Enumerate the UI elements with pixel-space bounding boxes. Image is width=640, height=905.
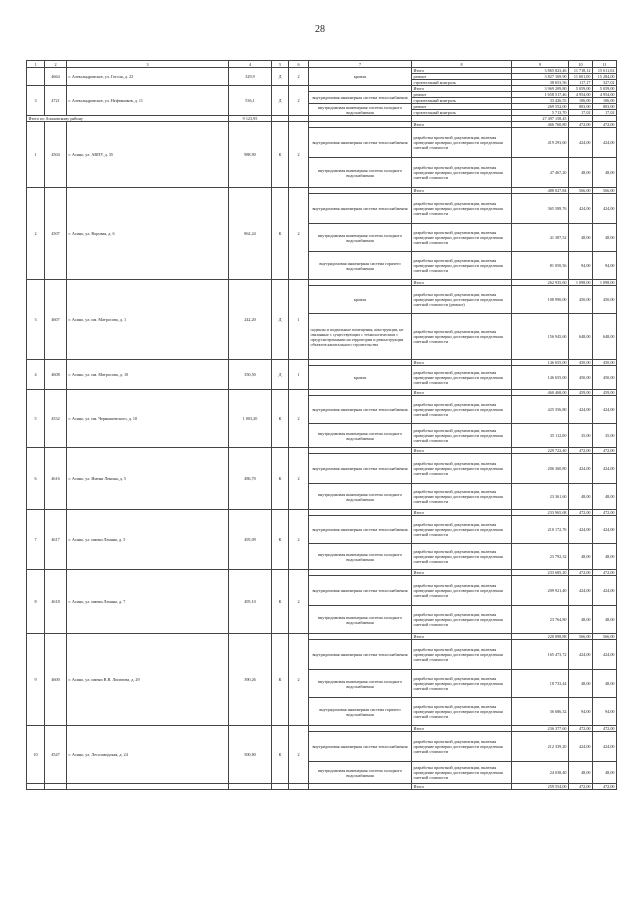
table-cell: К xyxy=(272,570,289,634)
table-cell: разработка проектной документации, включая проведение проверки достоверности определения сметной стоимости xyxy=(412,516,512,544)
table-cell: внутридомовая инженерная система холодного водоснабжения xyxy=(309,606,412,634)
table-cell: 472,00 xyxy=(593,510,617,516)
table-cell: 233 685,20 xyxy=(512,570,569,576)
table-cell: 242,20 xyxy=(229,280,272,360)
table-cell xyxy=(67,784,229,790)
table-cell: 156 945,60 xyxy=(512,314,569,360)
table-cell: ремонт xyxy=(412,104,512,110)
table-cell: 5 059,00 xyxy=(569,86,593,92)
table-cell: 472,00 xyxy=(569,726,593,732)
table-cell: 2 xyxy=(289,510,309,570)
table-cell: К xyxy=(272,448,289,510)
table-cell: 472,00 xyxy=(593,448,617,454)
table-cell: Д xyxy=(272,360,289,390)
table-row xyxy=(27,784,617,790)
table-cell: кровля xyxy=(309,68,412,86)
table-cell: 262 935,60 xyxy=(512,280,569,286)
table-cell: 38 653,56 xyxy=(512,80,569,86)
table-cell: 472,00 xyxy=(569,448,593,454)
table-cell: К xyxy=(272,122,289,188)
table-cell: внутридомовая инженерная система холодного водоснабжения xyxy=(309,158,412,188)
table-cell: 459,00 xyxy=(569,390,593,396)
table-cell: 3 969 209,80 xyxy=(512,86,569,92)
table-cell: 472,00 xyxy=(569,510,593,516)
table-cell: 450,00 xyxy=(593,286,617,314)
table-cell: разработка проектной документации, включая проведение проверки достоверности определения сметной стоимости xyxy=(412,224,512,252)
table-cell: 566,00 xyxy=(593,634,617,640)
table-cell: 365 589,76 xyxy=(512,194,569,224)
table-cell: 450,00 xyxy=(569,360,593,366)
header-cell: 2 xyxy=(45,61,67,68)
table-cell: внутридомовая инженерная система холодного водоснабжения xyxy=(309,224,412,252)
table-cell: 48,00 xyxy=(569,224,593,252)
table-cell: 4 954,00 xyxy=(593,92,617,98)
table-cell: 450,00 xyxy=(593,366,617,390)
capital-repair-table xyxy=(26,60,617,790)
table-cell: 488 027,84 xyxy=(512,188,569,194)
table-cell: 803,00 xyxy=(593,104,617,110)
table-cell: 48,00 xyxy=(569,670,593,698)
table-cell: внутридомовая инженерная система холодного водоснабжения xyxy=(309,484,412,510)
table-cell: внутридомовая инженерная система холодного водоснабжения xyxy=(309,670,412,698)
table-cell: 988,90 xyxy=(229,122,272,188)
table-cell: 94,00 xyxy=(593,252,617,280)
table-cell: 424,00 xyxy=(593,396,617,424)
table-cell: 424,00 xyxy=(593,640,617,670)
header-cell: 8 xyxy=(412,61,512,68)
table-cell: Итого xyxy=(412,280,512,286)
table-cell: Итого xyxy=(412,360,512,366)
table-cell: 1 xyxy=(27,122,45,188)
table-cell: разработка проектной документации, включая проведение проверки достоверности определения сметной стоимости xyxy=(412,158,512,188)
table-cell: 472,00 xyxy=(569,784,593,790)
table-cell: 4 xyxy=(27,360,45,390)
table-cell: 4507 xyxy=(45,188,67,280)
table-cell: 146 655,00 xyxy=(512,360,569,366)
table-cell: 4608 xyxy=(45,360,67,390)
table-cell: внутридомовая инженерная система теплоснабжения xyxy=(309,454,412,484)
table-cell xyxy=(309,784,412,790)
table-cell: 81 050,56 xyxy=(512,252,569,280)
table-cell: 424,00 xyxy=(593,194,617,224)
header-cell: 7 xyxy=(309,61,412,68)
header-cell: 3 xyxy=(67,61,229,68)
table-cell xyxy=(272,784,289,790)
table-cell: 15 611,02 xyxy=(593,68,617,74)
table-cell: 2 xyxy=(289,86,309,116)
table-cell: 33 426,55 xyxy=(512,98,569,104)
table-cell: Итого xyxy=(412,570,512,576)
table-cell: 4607 xyxy=(45,280,67,360)
table-cell xyxy=(45,784,67,790)
table-cell: ремонт xyxy=(412,74,512,80)
table-cell: 48,00 xyxy=(569,544,593,570)
table-cell: 165 473,72 xyxy=(512,640,569,670)
table-cell: 424,00 xyxy=(569,194,593,224)
table-cell: 212 339,20 xyxy=(512,732,569,762)
table-cell: 472,00 xyxy=(569,122,593,128)
table-cell: 106,00 xyxy=(569,98,593,104)
table-cell: К xyxy=(272,188,289,280)
table-cell: внутридомовая инженерная система теплоснабжения xyxy=(309,396,412,424)
table-cell: внутридомовая инженерная система холодного водоснабжения xyxy=(309,544,412,570)
table-cell: строительный контроль xyxy=(412,98,512,104)
table-cell: 229 722,40 xyxy=(512,448,569,454)
header-cell: 11 xyxy=(593,61,617,68)
table-cell: 500,80 xyxy=(229,726,272,784)
table-cell: разработка проектной документации, включая проведение проверки достоверности определения сметной стоимости xyxy=(412,314,512,360)
table-cell: 23 764,80 xyxy=(512,606,569,634)
header-cell: 6 xyxy=(289,61,309,68)
table-cell: 48,00 xyxy=(593,484,617,510)
table-cell: г. Асино, ул. им. Матросова, д. 10 xyxy=(67,360,229,390)
table-cell: 269 552,00 xyxy=(512,104,569,110)
table-cell: 450,00 xyxy=(569,286,593,314)
table-cell: 3 827 169,90 xyxy=(512,74,569,80)
header-cell: 10 xyxy=(569,61,593,68)
table-cell: разработка проектной документации, включая проведение проверки достоверности определения сметной стоимости xyxy=(412,606,512,634)
table-cell: 210 172,76 xyxy=(512,516,569,544)
table-cell: К xyxy=(272,510,289,570)
table-cell: 48,00 xyxy=(569,158,593,188)
table-cell: 48,00 xyxy=(569,484,593,510)
table-cell: 9 123,95 xyxy=(229,116,272,122)
table-cell: 206 360,80 xyxy=(512,454,569,484)
table-cell: 35 112,00 xyxy=(512,424,569,448)
table-cell: 117,17 xyxy=(569,80,593,86)
header-cell: 5 xyxy=(272,61,289,68)
table-cell: 4532 xyxy=(45,390,67,448)
table-cell: 424,00 xyxy=(593,454,617,484)
table-cell: 424,00 xyxy=(569,516,593,544)
table-cell: разработка проектной документации, включая проведение проверки достоверности определения сметной стоимости xyxy=(412,366,512,390)
table-cell: 5 xyxy=(27,390,45,448)
table-cell: 94,00 xyxy=(569,698,593,726)
table-cell: 803,00 xyxy=(569,104,593,110)
table-cell: 566,00 xyxy=(569,634,593,640)
table-cell: 4600 xyxy=(45,634,67,726)
table-cell: 48,00 xyxy=(593,670,617,698)
table-cell: 4616 xyxy=(45,448,67,510)
table-cell: 424,00 xyxy=(569,128,593,158)
table-cell: 472,00 xyxy=(593,122,617,128)
table-cell: 327,02 xyxy=(593,80,617,86)
table-cell: 4617 xyxy=(45,510,67,570)
header-cell: 1 xyxy=(27,61,45,68)
table-cell: 419 293,60 xyxy=(512,128,569,158)
table-cell: 486,70 xyxy=(229,448,272,510)
table-cell: К xyxy=(272,390,289,448)
table-cell: г. Александровское, ул. Нефтяников, д. 11 xyxy=(67,86,229,116)
header-row xyxy=(27,61,617,68)
table-cell: Итого xyxy=(412,390,512,396)
table-cell: внутридомовая инженерная система теплоснабжения xyxy=(309,128,412,158)
table-cell: разработка проектной документации, включая проведение проверки достоверности определения сметной стоимости xyxy=(412,670,512,698)
table-cell: 566,00 xyxy=(569,188,593,194)
table-cell: 36 686,32 xyxy=(512,698,569,726)
table-cell: К xyxy=(272,634,289,726)
table-cell: 2 xyxy=(289,68,309,86)
table-cell: разработка проектной документации, включая проведение проверки достоверности определения сметной стоимости xyxy=(412,396,512,424)
table-cell: 7 xyxy=(27,510,45,570)
table-cell: Д xyxy=(272,86,289,116)
table-cell: 450,00 xyxy=(569,366,593,390)
table-cell: 5 713,70 xyxy=(512,110,569,116)
table-cell: 41 387,52 xyxy=(512,224,569,252)
table-cell: 35,00 xyxy=(569,424,593,448)
table-cell: 2 xyxy=(289,726,309,784)
table-cell: 1 658 517,46 xyxy=(512,92,569,98)
table-cell: 48,00 xyxy=(593,544,617,570)
table-cell: 35,00 xyxy=(593,424,617,448)
table-cell: разработка проектной документации, включая проведение проверки достоверности определения сметной стоимости xyxy=(412,252,512,280)
table-cell: 424,00 xyxy=(569,396,593,424)
table-cell: разработка проектной документации, включая проведение проверки достоверности определения сметной стоимости xyxy=(412,640,512,670)
page-number: 28 xyxy=(315,24,325,35)
table-cell: 5 059,00 xyxy=(593,86,617,92)
table-cell: 466 760,80 xyxy=(512,122,569,128)
table-cell: 24 038,40 xyxy=(512,762,569,784)
table-cell: 17,02 xyxy=(569,110,593,116)
table-cell: разработка проектной документации, включая проведение проверки достоверности определения сметной стоимости xyxy=(412,544,512,570)
table-cell: разработка проектной документации, включая проведение проверки достоверности определения сметной стоимости xyxy=(412,424,512,448)
table-cell: 2 xyxy=(289,390,309,448)
table-cell: 209 921,40 xyxy=(512,576,569,606)
table-cell: внутридомовая инженерная система теплоснабжения xyxy=(309,194,412,224)
table-cell: г. Асино, ул. им. Матросова, д. 1 xyxy=(67,280,229,360)
table-cell: 27 497 158,45 xyxy=(512,116,569,122)
table-cell: г. Асино, ул. Имени Ленина, д. 5 xyxy=(67,448,229,510)
table-cell: 425 356,80 xyxy=(512,396,569,424)
table-cell: подвалы и подвальные помещения, конструкции, не связанные с существующих с технологическим с предусмотренными на территории и реконструкции объектов капитального строительства xyxy=(309,314,412,360)
table-cell: внутридомовая инженерная система теплоснабжения xyxy=(309,732,412,762)
table-cell: разработка проектной документации, включая проведение проверки достоверности определения сметной стоимости xyxy=(412,484,512,510)
table-cell: 48,00 xyxy=(569,762,593,784)
table-cell: разработка проектной документации, включая проведение проверки достоверности определения сметной стоимости xyxy=(412,732,512,762)
table-cell: 472,00 xyxy=(593,726,617,732)
header-cell: 4 xyxy=(229,61,272,68)
table-cell: 1 098,00 xyxy=(569,280,593,286)
table-cell: разработка проектной документации, включая проведение проверки достоверности определения сметной стоимости xyxy=(412,128,512,158)
table-cell: 106,00 xyxy=(593,98,617,104)
table-cell: 233 965,68 xyxy=(512,510,569,516)
table-cell: 11 718,12 xyxy=(569,68,593,74)
table-cell: 472,00 xyxy=(569,570,593,576)
table-cell: Итого xyxy=(412,784,512,790)
table-cell: 2 xyxy=(27,188,45,280)
table-cell: ремонт xyxy=(412,92,512,98)
table-cell: внутридомовая инженерная система холодного водоснабжения xyxy=(309,762,412,784)
table-cell: 329,9 xyxy=(229,68,272,86)
table-cell: 460 468,00 xyxy=(512,390,569,396)
table-cell: 648,00 xyxy=(569,314,593,360)
table-cell: 108 990,00 xyxy=(512,286,569,314)
table-cell: 47 467,20 xyxy=(512,158,569,188)
table-cell: 9 xyxy=(27,634,45,726)
table-cell: Итого xyxy=(412,122,512,128)
table-cell: Итого xyxy=(412,188,512,194)
table-cell: 48,00 xyxy=(593,606,617,634)
table-cell: Итого xyxy=(412,448,512,454)
table-cell: 6 xyxy=(27,448,45,510)
table-cell: г. Асино, ул. Лесозаводская, д. 24 xyxy=(67,726,229,784)
table-cell: 48,00 xyxy=(593,158,617,188)
table-cell: строительный контроль xyxy=(412,110,512,116)
table-cell: 424,00 xyxy=(569,640,593,670)
table-cell: внутридомовая инженерная система холодного водоснабжения xyxy=(309,424,412,448)
table-cell: 4721 xyxy=(45,86,67,116)
table-cell: Итого xyxy=(412,86,512,92)
table-cell: внутридомовая инженерная система теплоснабжения xyxy=(309,92,412,104)
table-cell: 48,00 xyxy=(593,224,617,252)
table-cell xyxy=(27,784,45,790)
table-cell: г. Асино, ул. имени Ленина, д. 5 xyxy=(67,510,229,570)
table-cell: 495,10 xyxy=(229,570,272,634)
table-cell: 18 733,44 xyxy=(512,670,569,698)
table-cell: 3 865 823,46 xyxy=(512,68,569,74)
table-cell: 48,00 xyxy=(569,606,593,634)
table-cell: 2 xyxy=(289,634,309,726)
table-cell: разработка проектной документации, включая проведение проверки достоверности определения сметной стоимости xyxy=(412,698,512,726)
table-cell: 4618 xyxy=(45,570,67,634)
table-cell: 390,26 xyxy=(229,634,272,726)
table-cell: строительный контроль xyxy=(412,80,512,86)
table-cell: разработка проектной документации, включая проведение проверки достоверности определения сметной стоимости xyxy=(412,576,512,606)
table-cell: кровля xyxy=(309,366,412,390)
table-cell: 94,00 xyxy=(593,698,617,726)
table-cell: 3 xyxy=(27,280,45,360)
table-cell: 2 xyxy=(289,448,309,510)
table-cell: 11 601,00 xyxy=(569,74,593,80)
table-cell: 94,00 xyxy=(569,252,593,280)
table-cell: 4547 xyxy=(45,726,67,784)
table-cell: 862,24 xyxy=(229,188,272,280)
table-cell: Д xyxy=(272,68,289,86)
table-cell: кровля xyxy=(309,286,412,314)
table-cell: 146 655,00 xyxy=(512,366,569,390)
table-cell: внутридомовая инженерная система горячего водоснабжения xyxy=(309,698,412,726)
table-cell: 48,00 xyxy=(593,762,617,784)
table-cell: разработка проектной документации, включая проведение проверки достоверности определения сметной стоимости xyxy=(412,762,512,784)
table-cell: разработка проектной документации, включая проведение проверки достоверности определения сметной стоимости xyxy=(412,194,512,224)
table-cell: внутридомовая инженерная система холодного водоснабжения xyxy=(309,104,412,116)
table-cell: 4 954,00 xyxy=(569,92,593,98)
table-cell: 472,00 xyxy=(593,570,617,576)
table-cell: 23 361,60 xyxy=(512,484,569,510)
table-cell: 220 098,88 xyxy=(512,634,569,640)
table-cell: 424,00 xyxy=(569,576,593,606)
table-cell: 424,00 xyxy=(569,732,593,762)
table-cell: 424,00 xyxy=(593,128,617,158)
table-cell: 459,00 xyxy=(593,390,617,396)
table-cell: Итого xyxy=(412,726,512,732)
table-cell: 15 284,00 xyxy=(593,74,617,80)
table-cell xyxy=(27,68,45,86)
table-cell: внутридомовая инженерная система теплоснабжения xyxy=(309,640,412,670)
table-cell: 536,1 xyxy=(229,86,272,116)
table-cell: внутридомовая инженерная система горячего водоснабжения xyxy=(309,252,412,280)
table-cell: Итого xyxy=(412,68,512,74)
table-cell: г. Асино, ул. имени В.В. Липатова, д. 29 xyxy=(67,634,229,726)
table-cell: 1 003,20 xyxy=(229,390,272,448)
table-cell: 4664 xyxy=(45,68,67,86)
table-cell: 2 xyxy=(289,122,309,188)
table-cell: внутридомовая инженерная система теплоснабжения xyxy=(309,516,412,544)
table-cell xyxy=(229,784,272,790)
table-cell: 1 xyxy=(289,280,309,360)
table-cell: 23 792,32 xyxy=(512,544,569,570)
table-cell: Д xyxy=(272,280,289,360)
table-cell: 259 554,00 xyxy=(512,784,569,790)
table-cell: 424,00 xyxy=(569,454,593,484)
table-cell: 424,00 xyxy=(593,576,617,606)
table-cell xyxy=(289,784,309,790)
table-cell: Итого по Асиновскому району xyxy=(27,116,229,122)
table-cell: г. Асино, ул. Воровая, д. 6 xyxy=(67,188,229,280)
table-cell: 472,00 xyxy=(593,784,617,790)
table-cell: 1 xyxy=(289,360,309,390)
table-cell: г. Александровское, ул. Гоголя, д. 22 xyxy=(67,68,229,86)
table-cell: 1 098,00 xyxy=(593,280,617,286)
table-cell: г. Асино, ул. АВПУ, д. 35 xyxy=(67,122,229,188)
table-cell: 8 xyxy=(27,570,45,634)
table-cell: разработка проектной документации, включая проведение проверки достоверности определения сметной стоимости xyxy=(412,454,512,484)
table-cell: 2 xyxy=(289,570,309,634)
table-cell: г. Асино, ул. им. Чернышевского, д. 10 xyxy=(67,390,229,448)
table-cell: К xyxy=(272,726,289,784)
header-cell: 9 xyxy=(512,61,569,68)
table-cell: 648,00 xyxy=(593,314,617,360)
table-cell: 350,50 xyxy=(229,360,272,390)
table-cell: 10 xyxy=(27,726,45,784)
table-cell: г. Асино, ул. имени Ленина, д. 7 xyxy=(67,570,229,634)
table-cell: Итого xyxy=(412,510,512,516)
table-cell: 566,00 xyxy=(593,188,617,194)
table-cell: 450,00 xyxy=(593,360,617,366)
table-cell: 424,00 xyxy=(593,732,617,762)
table-cell: 3 xyxy=(27,86,45,116)
table-cell: 4504 xyxy=(45,122,67,188)
table-cell: 2 xyxy=(289,188,309,280)
table-cell: Итого xyxy=(412,634,512,640)
table-cell: 424,00 xyxy=(593,516,617,544)
table-cell: 236 377,60 xyxy=(512,726,569,732)
table-cell: внутридомовая инженерная система теплоснабжения xyxy=(309,576,412,606)
table-cell: 17,02 xyxy=(593,110,617,116)
table-cell: разработка проектной документации, включая проведение проверки достоверности определения сметной стоимости (ремонт) xyxy=(412,286,512,314)
table-cell: 495,09 xyxy=(229,510,272,570)
